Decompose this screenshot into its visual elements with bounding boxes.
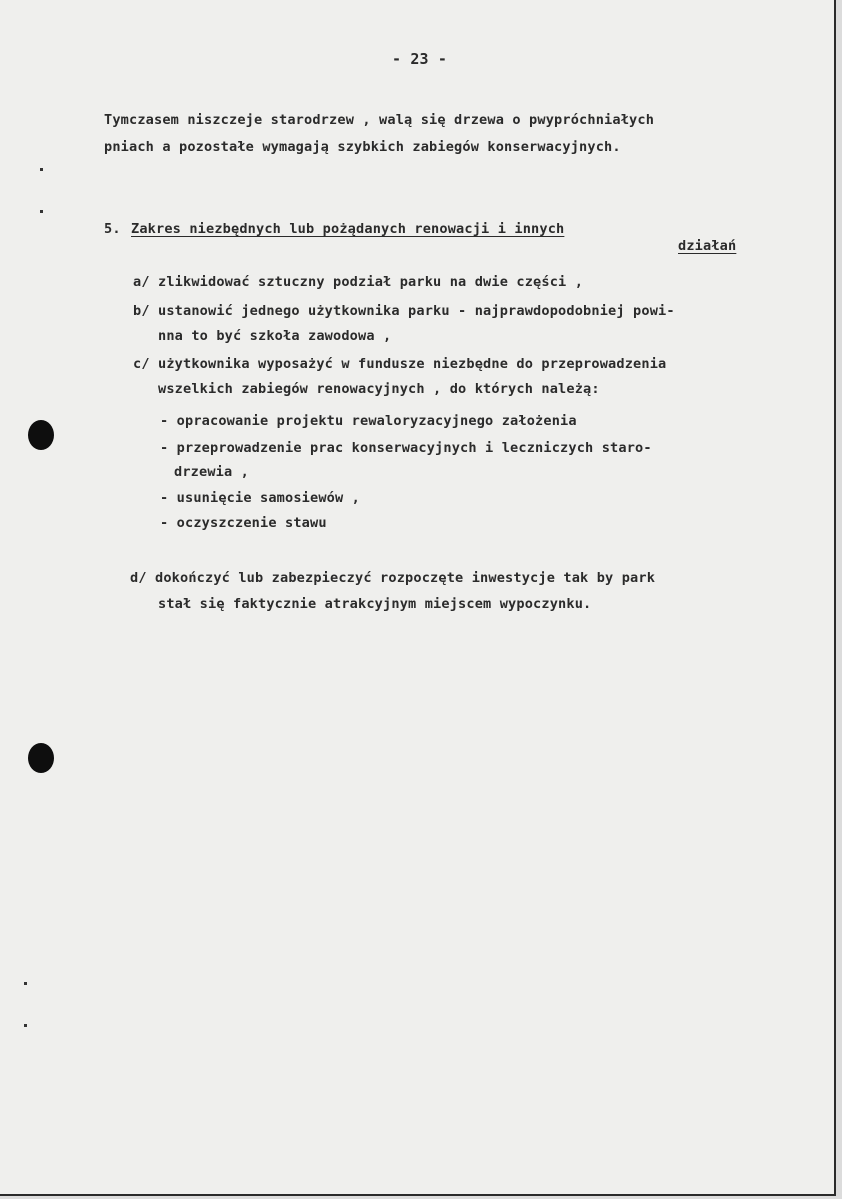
margin-mark (24, 982, 27, 985)
sub-item-4: - oczyszczenie stawu (160, 515, 327, 531)
section-title: Zakres niezbędnych lub pożądanych renowacji i innych (131, 221, 565, 237)
margin-mark (40, 210, 43, 213)
intro-line-1: Tymczasem niszczeje starodrzew , walą się drzewa o pwypróchniałych (104, 112, 655, 128)
item-a: a/ zlikwidować sztuczny podział parku na dwie części , (133, 274, 584, 290)
section-number: 5. (104, 221, 121, 237)
section-title-tail: działań (678, 238, 737, 254)
item-b-line-2: nna to być szkoła zawodowa , (158, 328, 392, 344)
punch-hole-top (28, 420, 54, 450)
intro-line-2: pniach a pozostałe wymagają szybkich zabiegów konserwacyjnych. (104, 139, 621, 155)
item-d-line-1: d/ dokończyć lub zabezpieczyć rozpoczęte inwestycje tak by park (130, 570, 656, 586)
punch-hole-bottom (28, 743, 54, 773)
sub-item-1: - opracowanie projektu rewaloryzacyjnego założenia (160, 413, 577, 429)
page-number: - 23 - (392, 50, 448, 68)
item-d-line-2: stał się faktycznie atrakcyjnym miejscem wypoczynku. (158, 596, 592, 612)
sub-item-2-cont: drzewia , (174, 464, 250, 480)
item-c-line-2: wszelkich zabiegów renowacyjnych , do których należą: (158, 381, 600, 397)
margin-mark (40, 168, 43, 171)
sub-item-3: - usunięcie samosiewów , (160, 490, 361, 506)
item-b-line-1: b/ ustanowić jednego użytkownika parku - najprawdopodobniej powi- (133, 303, 675, 319)
margin-mark (24, 1024, 27, 1027)
item-c-line-1: c/ użytkownika wyposażyć w fundusze niezbędne do przeprowadzenia (133, 356, 667, 372)
sub-item-2: - przeprowadzenie prac konserwacyjnych i leczniczych staro- (160, 440, 652, 456)
